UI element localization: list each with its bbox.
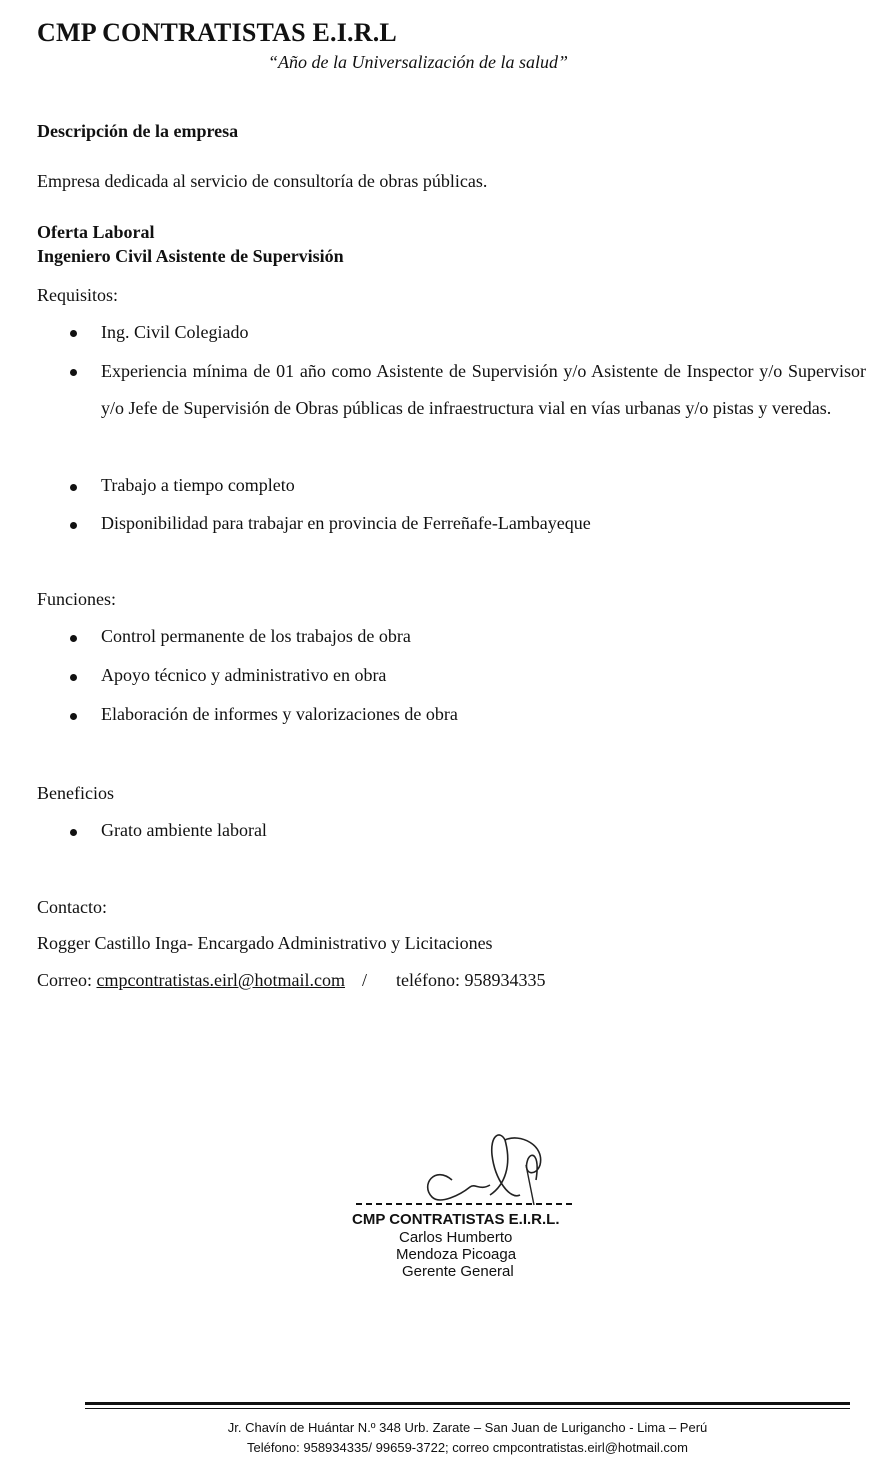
bullet-icon xyxy=(70,713,77,720)
functions-heading: Funciones: xyxy=(37,589,116,609)
benefit-item: Grato ambiente laboral xyxy=(101,820,267,840)
contact-separator: / xyxy=(362,970,368,990)
bullet-icon xyxy=(70,522,77,529)
email-link[interactable]: cmpcontratistas.eirl@hotmail.com xyxy=(96,970,345,990)
footer-rule-thin xyxy=(85,1408,850,1409)
contact-line xyxy=(37,970,546,991)
phone-number: 958934335 xyxy=(464,970,546,990)
signatory-name-line2: Mendoza Picoaga xyxy=(396,1246,517,1263)
email-label: Correo: xyxy=(37,970,92,990)
contact-heading: Contacto: xyxy=(37,897,107,917)
requirement-item: Trabajo a tiempo completo xyxy=(101,475,295,495)
description-heading: Descripción de la empresa xyxy=(37,121,239,141)
handwritten-signature xyxy=(340,1125,600,1215)
bullet-icon xyxy=(70,330,77,337)
requirement-item: Disponibilidad para trabajar en provincia de Ferreñafe-Lambayeque xyxy=(101,513,591,533)
function-item: Control permanente de los trabajos de obra xyxy=(101,626,411,646)
footer-address: Jr. Chavín de Huántar N.º 348 Urb. Zarate – San Juan de Lurigancho - Lima – Perú xyxy=(227,1420,708,1435)
bullet-icon xyxy=(70,369,77,376)
signatory-name-line1: Carlos Humberto xyxy=(399,1229,513,1246)
signature-block xyxy=(340,1125,600,1295)
requirements-heading: Requisitos: xyxy=(37,285,119,305)
signature-line xyxy=(356,1203,572,1205)
footer-contact: Teléfono: 958934335/ 99659-3722; correo cmpcontratistas.eirl@hotmail.com xyxy=(246,1440,688,1455)
requirement-item: Experiencia mínima de 01 año como Asistente de Supervisión y/o Asistente de Inspector y/o Supervisor y/o Jefe de Supervisión de Obras públicas de infraestructura vial en vías urbanas y/o pistas y veredas. xyxy=(101,361,866,418)
contact-person: Rogger Castillo Inga- Encargado Administrativo y Licitaciones xyxy=(37,933,493,953)
bullet-icon xyxy=(70,484,77,491)
requirement-item: Ing. Civil Colegiado xyxy=(101,322,249,342)
offer-heading: Oferta Laboral xyxy=(37,222,155,242)
signatory-title: Gerente General xyxy=(402,1263,514,1280)
phone-label: teléfono: xyxy=(396,970,460,990)
function-item: Elaboración de informes y valorizaciones de obra xyxy=(101,704,458,724)
bullet-icon xyxy=(70,635,77,642)
footer-rule-thick xyxy=(85,1402,850,1405)
bullet-icon xyxy=(70,674,77,681)
bullet-icon xyxy=(70,829,77,836)
benefits-heading: Beneficios xyxy=(37,783,114,803)
company-title: CMP CONTRATISTAS E.I.R.L xyxy=(37,18,397,47)
position-title: Ingeniero Civil Asistente de Supervisión xyxy=(37,246,344,266)
year-motto: “Año de la Universalización de la salud” xyxy=(268,52,568,72)
description-text: Empresa dedicada al servicio de consultoría de obras públicas. xyxy=(37,171,488,191)
function-item: Apoyo técnico y administrativo en obra xyxy=(101,665,387,685)
signature-company: CMP CONTRATISTAS E.I.R.L. xyxy=(352,1211,560,1228)
